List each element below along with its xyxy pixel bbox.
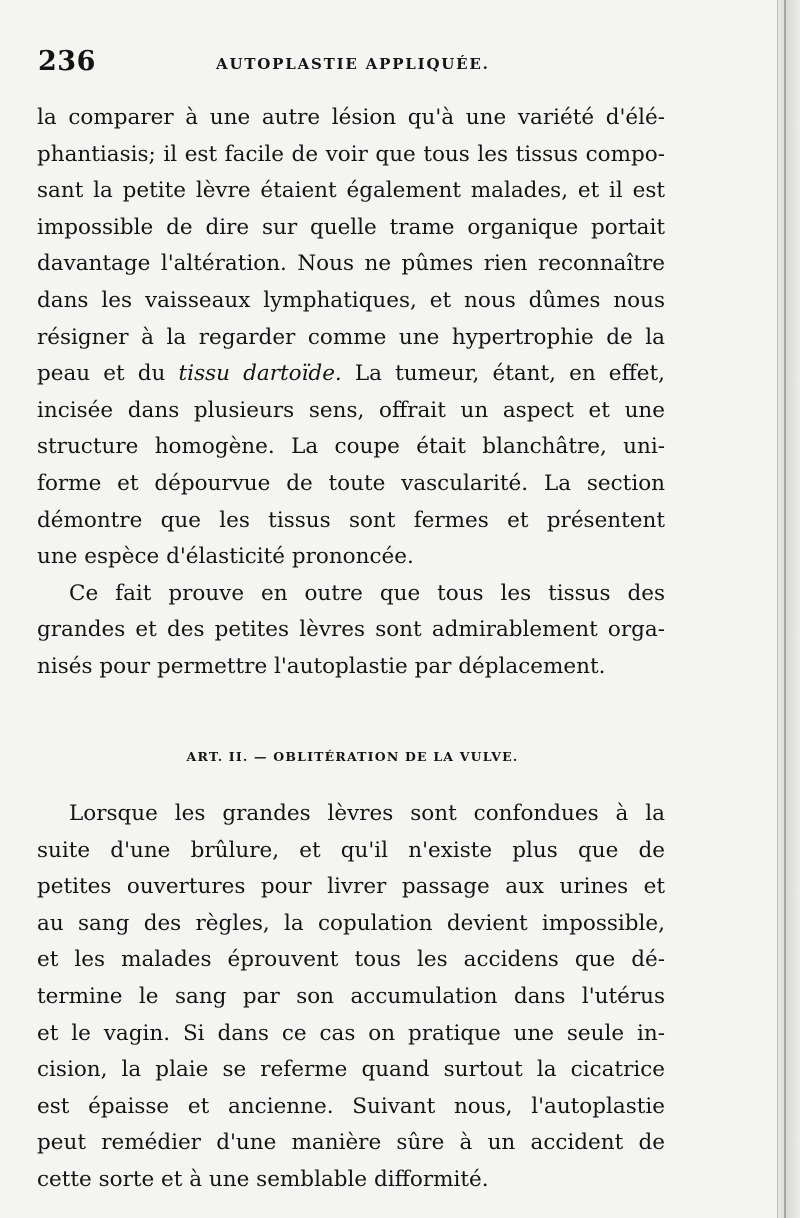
text-line: forme et dépourvue de toute vascularité. La section (37, 470, 665, 496)
text-line: au sang des règles, la copulation devient impossible, (37, 910, 665, 936)
text-line: suite d'une brûlure, et qu'il n'existe plus que de (37, 837, 665, 863)
italic-term: tissu dartoïde. (178, 361, 342, 387)
text-line: est épaisse et ancienne. Suivant nous, l'autoplastie (37, 1093, 665, 1119)
text-run: peau et du (37, 361, 179, 387)
page-edge (777, 0, 800, 1218)
text-line: cision, la plaie se referme quand surtout la cicatrice (37, 1057, 665, 1083)
text-line: petites ouvertures pour livrer passage aux urines et (37, 874, 665, 900)
text-line: nisés pour permettre l'autoplastie par déplacement. (37, 653, 606, 679)
text-line: impossible de dire sur quelle trame organique portait (37, 214, 665, 240)
section-body-text (37, 796, 665, 1199)
text-run: La tumeur, étant, en effet, (341, 361, 666, 387)
text-line: grandes et des petites lèvres sont admirablement orga- (37, 617, 665, 643)
text-line: phantiasis; il est facile de voir que tous les tissus compo- (37, 141, 665, 167)
text-line: cette sorte et à une semblable difformité. (37, 1166, 489, 1192)
text-line: sant la petite lèvre étaient également malades, et il est (37, 178, 665, 204)
text-line: une espèce d'élasticité prononcée. (37, 544, 414, 570)
text-line: Ce fait prouve en outre que tous les tissus des (69, 580, 665, 606)
text-line: dans les vaisseaux lymphatiques, et nous dûmes nous (37, 287, 665, 313)
text-line: incisée dans plusieurs sens, offrait un aspect et une (37, 397, 665, 423)
text-line: peut remédier d'une manière sûre à un accident de (37, 1130, 665, 1156)
text-line: démontre que les tissus sont fermes et présentent (37, 507, 665, 533)
section-heading-text: ART. II. — OBLITÉRATION DE LA VULVE. (186, 749, 519, 764)
page-header (38, 46, 664, 86)
text-line: termine le sang par son accumulation dans l'utérus (37, 983, 665, 1009)
binding-line (784, 0, 786, 1218)
text-line: Lorsque les grandes lèvres sont confondues à la (69, 801, 665, 826)
text-line: résigner à la regarder comme une hypertrophie de la (37, 324, 665, 350)
text-line: la comparer à une autre lésion qu'à une variété d'élé- (37, 105, 665, 130)
running-head: AUTOPLASTIE APPLIQUÉE. (216, 55, 490, 73)
text-line: structure homogène. La coupe était blanchâtre, uni- (37, 434, 665, 460)
text-line: et les malades éprouvent tous les accidens que dé- (37, 947, 665, 973)
text-line-with-italic (37, 356, 665, 393)
page-number: 236 (38, 46, 96, 77)
section-heading (0, 749, 800, 764)
body-text (37, 100, 665, 686)
text-line: et le vagin. Si dans ce cas on pratique une seule in- (37, 1020, 665, 1046)
text-line: davantage l'altération. Nous ne pûmes rien reconnaître (37, 251, 665, 277)
